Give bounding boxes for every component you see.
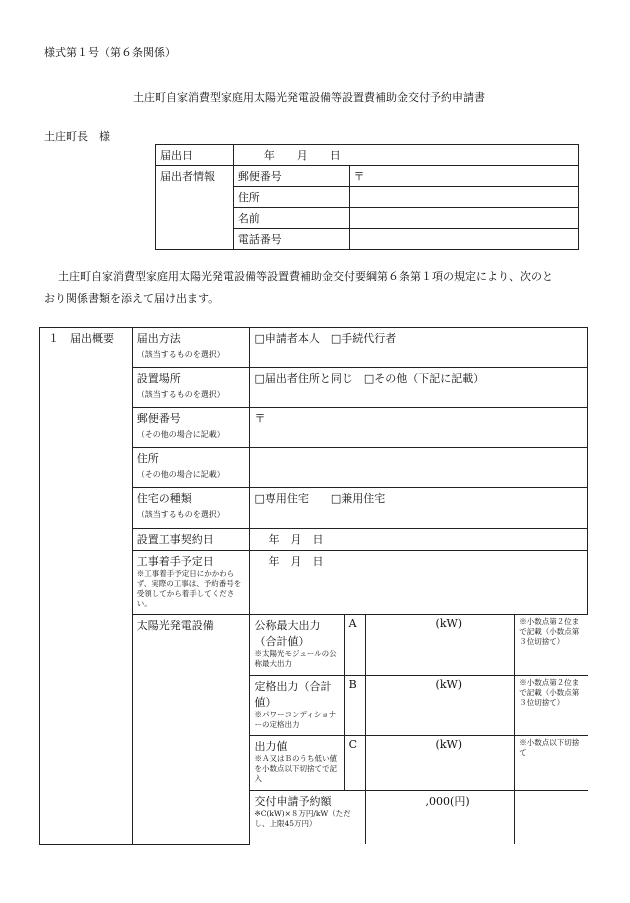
phone-field[interactable] <box>350 229 578 233</box>
addressee: 土庄町長 様 <box>44 130 110 143</box>
output-value-label: 出力値 <box>254 739 288 753</box>
reservation-amount-note: ※C(kW)×８万円/kW（ただし、上限45万円） <box>254 808 351 828</box>
nominal-output-note: ※太陽光モジュールの公称最大出力 <box>254 649 337 668</box>
location-options[interactable]: □届出者住所と同じ □その他（下記に記載） <box>254 372 485 385</box>
postal-label: 郵便番号 <box>237 170 282 183</box>
name-field[interactable] <box>350 208 578 212</box>
method-note: （該当するものを選択） <box>136 350 225 359</box>
key-c: C <box>348 737 357 751</box>
method-label: 届出方法 <box>136 332 181 345</box>
rated-output-field[interactable]: (kW) <box>435 677 463 691</box>
output-value-remark: ※小数点以下切捨て <box>519 737 580 757</box>
rated-output-note: ※パワーコンディショナーの定格出力 <box>254 709 337 729</box>
method-options[interactable]: □申請者本人 □手続代行者 <box>254 332 397 345</box>
other-address-label: 住所 <box>136 452 159 465</box>
house-type-note: （該当するものを選択） <box>136 510 225 519</box>
applicant-table <box>155 144 579 250</box>
house-type-options[interactable]: □専用住宅 □兼用住宅 <box>254 492 386 505</box>
output-value-field[interactable]: (kW) <box>435 737 463 751</box>
date-value[interactable]: 年 月 日 <box>263 149 341 162</box>
address-label: 住所 <box>237 191 260 204</box>
info-label: 届出者情報 <box>160 170 215 183</box>
other-postal-note: （その他の場合に記載） <box>136 430 225 439</box>
nominal-output-label: 公称最大出力（合計値） <box>254 619 321 648</box>
main-table <box>39 327 588 845</box>
intro-line2: おり関係書類を添えて届け出ます。 <box>44 292 220 305</box>
rated-output-label: 定格出力（合計値） <box>254 679 332 709</box>
address-field[interactable] <box>350 187 578 191</box>
house-type-label: 住宅の種類 <box>136 492 192 505</box>
location-note: （該当するものを選択） <box>136 390 225 399</box>
rated-output-remark: ※小数点第２位まで記載（小数点第３位切捨て） <box>519 677 580 707</box>
postal-field[interactable]: 〒 <box>353 170 365 183</box>
location-label: 設置場所 <box>136 372 181 385</box>
section-label: １ 届出概要 <box>48 332 114 345</box>
start-date-note: ※工事着手予定日にかかわらず、実際の工事は、予約番号を受領してから着手してください。 <box>136 569 242 608</box>
start-date-field[interactable]: 年 月 日 <box>268 555 324 568</box>
name-label: 名前 <box>237 212 260 225</box>
nominal-output-remark: ※小数点第２位まで記載（小数点第３位切捨て） <box>519 617 580 646</box>
nominal-output-field[interactable]: (kW) <box>435 617 463 630</box>
reservation-amount-remark <box>515 791 587 795</box>
reservation-amount-label: 交付申請予約額 <box>254 794 332 808</box>
start-date-label: 工事着手予定日 <box>136 555 214 568</box>
page-title: 土庄町自家消費型家庭用太陽光発電設備等設置費補助金交付予約申請書 <box>133 91 485 104</box>
other-address-field[interactable] <box>250 448 587 452</box>
key-a: A <box>348 617 357 630</box>
intro-line1: 土庄町自家消費型家庭用太陽光発電設備等設置費補助金交付要綱第６条第１項の規定により、次のと <box>58 270 553 283</box>
form-number: 様式第１号（第６条関係） <box>44 46 176 59</box>
key-b: B <box>348 677 357 691</box>
other-postal-label: 郵便番号 <box>136 412 181 425</box>
date-label: 届出日 <box>160 149 193 162</box>
other-postal-field[interactable]: 〒 <box>254 412 266 425</box>
reservation-amount-field[interactable]: ,000(円) <box>425 794 470 808</box>
contract-date-field[interactable]: 年 月 日 <box>268 533 324 546</box>
contract-date-label: 設置工事契約日 <box>136 533 214 546</box>
solar-label: 太陽光発電設備 <box>136 619 214 632</box>
other-address-note: （その他の場合に記載） <box>136 470 225 479</box>
solar-subtable <box>250 615 587 844</box>
output-value-note: ※Ａ又はＢのうち低い値を小数点以下切捨てで記入 <box>254 753 337 783</box>
phone-label: 電話番号 <box>237 233 282 246</box>
